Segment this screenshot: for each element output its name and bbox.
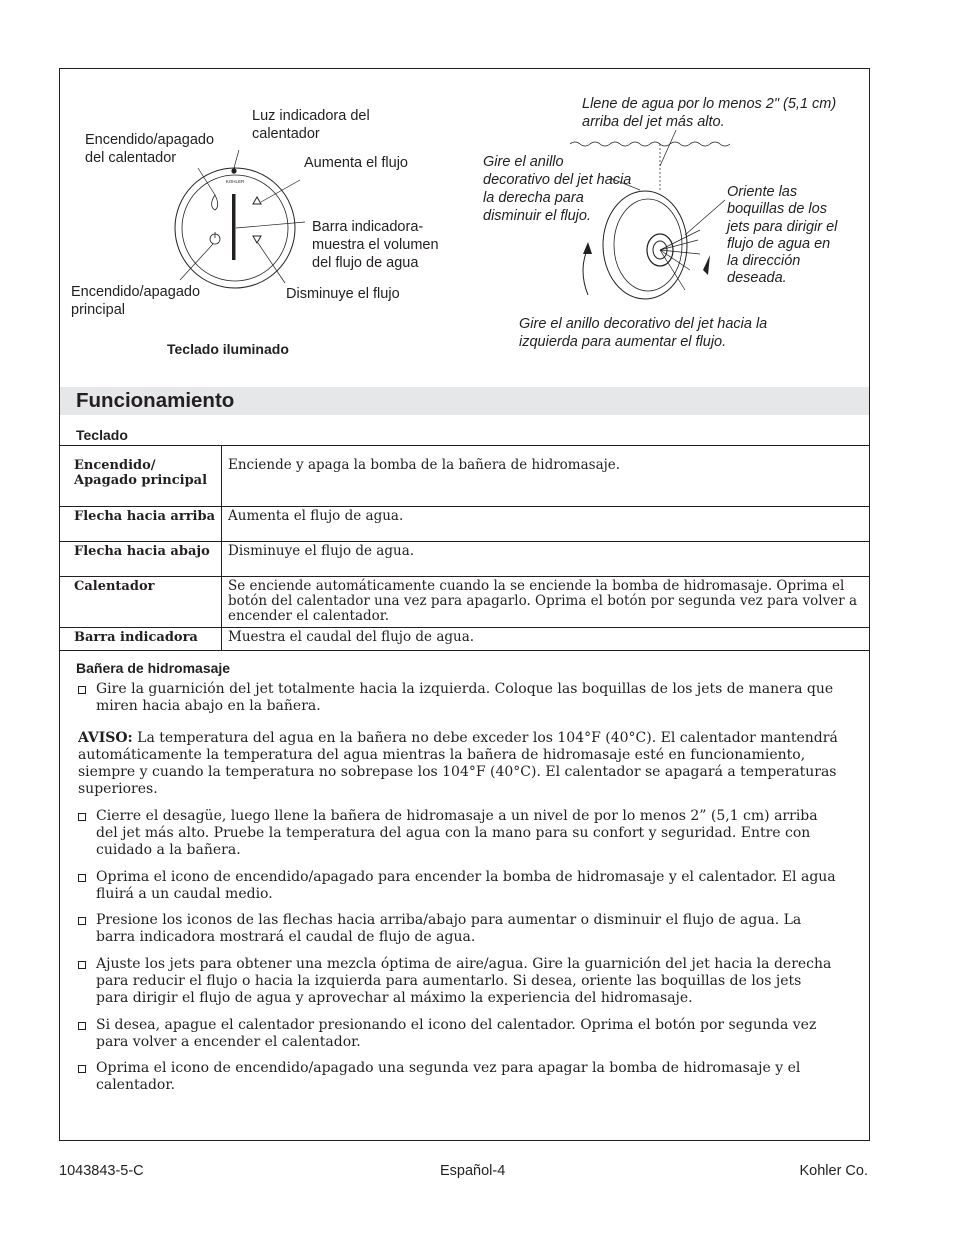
keypad-caption: Teclado iluminado [167, 341, 289, 357]
label-indicator-bar: Barra indicadora- muestra el volumen del flujo de agua [312, 219, 439, 271]
notice-label: AVISO: [78, 730, 133, 746]
footer-company: Kohler Co. [799, 1163, 868, 1179]
list-item: Ajuste los jets para obtener una mezcla óptima de aire/agua. Gire la guarnición del jet hacia la derecha para reducir el flujo o hacia la izquierda para aumentarlo. Si desea, oriente las boquillas de los jets para dirigir el flujo de agua y aprovechar al máximo la experiencia del hidromasaje. [78, 956, 836, 1007]
notice-text: La temperatura del agua en la bañera no debe exceder los 104°F (40°C). El calentador mantendrá automáticamente la temperatura del agua mientras la bañera de hidromasaje esté en funcionamiento, siempre y cuando la temperatura no sobrepase los 104°F (40°C). El calentador se apagará a temperaturas superiores. [78, 730, 838, 797]
list-item: Cierre el desagüe, luego llene la bañera de hidromasaje a un nivel de por lo menos 2” (5,1 cm) arriba del jet más alto. Pruebe la temperatura del agua con la mano para su confort y seguridad. Entre con cuidado a la bañera. [78, 808, 836, 859]
rotate-right-arrow [703, 255, 710, 275]
list-item: Oprima el icono de encendido/apagado para encender la bomba de hidromasaje y el calentador. El agua fluirá a un caudal medio. [78, 869, 836, 903]
rotate-left-arrow [583, 248, 588, 295]
label-main-onoff: Encendido/apagado principal [71, 284, 201, 318]
table-row [60, 446, 869, 507]
label-turn-right: Gire el anillo decorativo del jet hacia la derecha para disminuir el flujo. [483, 154, 632, 224]
table-value: Muestra el caudal del flujo de agua. [222, 628, 870, 651]
bullet-icon [78, 1022, 86, 1030]
list-item: Presione los iconos de las flechas hacia arriba/abajo para aumentar o disminuir el flujo de agua. La barra indicadora mostrará el caudal de flujo de agua. [78, 912, 836, 946]
label-orient-nozzles: Oriente las boquillas de los jets para dirigir el flujo de agua en la dirección deseada. [727, 184, 838, 287]
keypad-table [60, 445, 869, 651]
table-value: Disminuye el flujo de agua. [222, 542, 870, 577]
bullet-icon [78, 686, 86, 694]
notice-paragraph [78, 730, 838, 798]
keypad-heading: Teclado [76, 427, 128, 443]
whirlpool-heading: Bañera de hidromasaje [76, 660, 231, 676]
table-key: Encendido/ Apagado principal [60, 446, 222, 507]
table-row [60, 542, 869, 577]
table-row [60, 577, 869, 628]
bullet-icon [78, 1065, 86, 1073]
footer-page-number: Español-4 [440, 1163, 506, 1179]
table-value: Aumenta el flujo de agua. [222, 507, 870, 542]
table-value: Se enciende automáticamente cuando la se enciende la bomba de hidromasaje. Oprima el botón del calentador una vez para apagarlo. Oprima el botón por segunda vez para volver a encender el calentador. [222, 577, 870, 628]
list-item: Si desea, apague el calentador presionando el icono del calentador. Oprima el botón por segunda vez para volver a encender el calentador. [78, 1017, 836, 1051]
table-key: Calentador [60, 577, 222, 628]
arrow-up-icon [253, 197, 261, 204]
label-decrease-flow: Disminuye el flujo [286, 286, 400, 302]
bullet-icon [78, 961, 86, 969]
label-turn-left: Gire el anillo decorativo del jet hacia la izquierda para aumentar el flujo. [519, 316, 768, 350]
flow-indicator-bar [232, 194, 236, 260]
table-row [60, 507, 869, 542]
bullet-icon [78, 874, 86, 882]
table-key: Barra indicadora [60, 628, 222, 651]
section-title: Funcionamiento [76, 389, 235, 412]
heater-indicator-light [231, 168, 236, 173]
water-level-line [570, 142, 730, 146]
label-heater-light: Luz indicadora del calentador [252, 108, 370, 142]
list-item: Gire la guarnición del jet totalmente hacia la izquierda. Coloque las boquillas de los jets de manera que miren hacia abajo en la bañera. [78, 681, 836, 715]
table-key: Flecha hacia abajo [60, 542, 222, 577]
footer-doc-number: 1043843-5-C [59, 1163, 144, 1179]
bullet-icon [78, 813, 86, 821]
keypad-brand: KOHLER [225, 179, 245, 184]
table-value: Enciende y apaga la bomba de la bañera de hidromasaje. [222, 446, 870, 507]
table-key: Flecha hacia arriba [60, 507, 222, 542]
table-row [60, 628, 869, 651]
list-item: Oprima el icono de encendido/apagado una segunda vez para apagar la bomba de hidromasaje y el calentador. [78, 1060, 836, 1094]
arrow-down-icon [253, 236, 261, 243]
label-fill-note: Llene de agua por lo menos 2" (5,1 cm) arriba del jet más alto. [582, 96, 837, 130]
bullet-icon [78, 917, 86, 925]
keypad-diagram [160, 150, 320, 300]
label-heater-onoff: Encendido/apagado del calentador [85, 132, 215, 166]
label-increase-flow: Aumenta el flujo [304, 155, 408, 171]
heater-icon [212, 195, 218, 210]
